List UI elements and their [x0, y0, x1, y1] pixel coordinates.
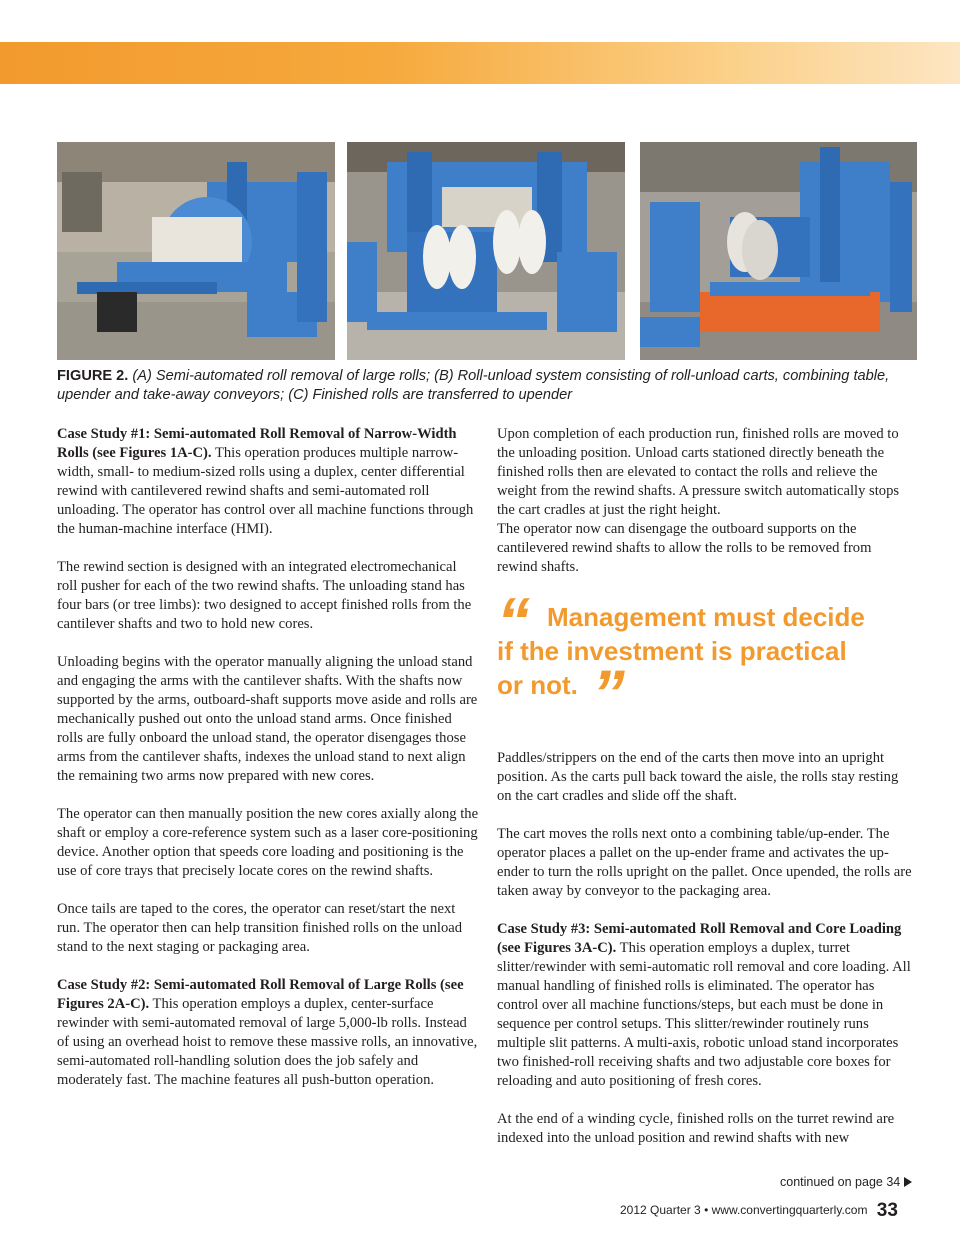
- figure-caption: [57, 367, 917, 405]
- body-paragraph: The operator can then manually position the new cores axially along the shaft or employ a core-reference system such as a laser core-positioning device. Another option that speeds core loading and positioning is the use of core trays that precisely locate cores on the rewind shafts.: [57, 806, 479, 879]
- footer-bullet: •: [704, 1203, 709, 1217]
- close-quote-icon: ”: [591, 656, 625, 730]
- body-paragraph: The operator now can disengage the outboard supports on the cantilevered rewind shafts to allow the rolls to be removed from rewind shafts.: [497, 521, 872, 575]
- case-study-1-heading: Case Study #1: Semi-automated Roll Removal of Narrow-Width Rolls (see Figures 1A-C).: [57, 426, 457, 461]
- case-study-2-body: This operation employs a duplex, center-surface rewinder with semi-automated removal of large 5,000-lb rolls. Instead of using an overhead hoist to remove these massive rolls, an innovative, semi-automated roll-handling solution does the job safely and moderately fast. The machine features all push-button operation.: [57, 996, 478, 1088]
- case-study-3-paragraph: [497, 920, 912, 1091]
- body-paragraph: Once tails are taped to the cores, the operator can reset/start the next run. The operator then can help transition finished rolls on the unload stand to the next staging or packaging area.: [57, 901, 463, 955]
- case-study-1-paragraph: [57, 425, 479, 539]
- issue-label: 2012 Quarter 3: [620, 1203, 701, 1217]
- figure-2c-photo: [640, 142, 917, 360]
- website-url[interactable]: www.convertingquarterly.com: [711, 1203, 868, 1217]
- left-column: [57, 425, 479, 1109]
- right-column: [497, 425, 912, 1167]
- pull-quote-line-1: Management must decide: [547, 602, 865, 632]
- body-paragraph: At the end of a winding cycle, finished rolls on the turret rewind are indexed into the unload position and rewind shafts with new: [497, 1111, 895, 1146]
- case-study-3-heading: Case Study #3: Semi-automated Roll Removal and Core Loading (see Figures 3A-C).: [497, 921, 902, 956]
- figure-2b-photo: [347, 142, 625, 360]
- case-study-2-heading: Case Study #2: Semi-automated Roll Removal of Large Rolls (see Figures 2A-C).: [57, 977, 464, 1012]
- case-study-3-body: This operation employs a duplex, turret slitter/rewinder with semi-automatic roll removal and core loading. All manual handling of finished rolls is eliminated. The operator has control over all machine functions/steps, but each must be done in sequence per control setups. This slitter/rewinder routinely runs multiple slit patterns. A multi-axis, robotic unload stand incorporates two finished-roll receiving shafts and two adjustable core boxes for reloading and auto positioning of fresh cores.: [497, 940, 911, 1089]
- body-paragraph: Upon completion of each production run, finished rolls are moved to the unloading position. Unload carts stationed directly beneath the finished rolls then are elevated to contact the rolls and relieve the weight from the rewind shafts. A pressure switch automatically stops the cart cradles at just the right height.: [497, 426, 900, 518]
- body-paragraph: Unloading begins with the operator manually aligning the unload stand and engaging the arms with the cantilever shafts. With the shafts now supported by the arms, outboard-shaft supports move aside and rolls are mechanically pushed out onto the unload stand arms. Once finished rolls are fully onboard the unload stand, the operator disengages those arms from the cantilever shafts, indexes the unload stand to next align the remaining two arms now prepared with new cores.: [57, 654, 478, 784]
- figure-caption-text: (A) Semi-automated roll removal of large rolls; (B) Roll-unload system consisting of roll-unload carts, combining table, upender and take-away conveyors; (C) Finished rolls are transferred to upender: [57, 368, 890, 403]
- pull-quote-line-3: or not.: [497, 670, 578, 700]
- body-paragraph: The rewind section is designed with an integrated electromechanical roll pusher for each of the two rewind shafts. The unloading stand has four bars (or tree limbs): two designed to accept finished rolls from the cantilever shafts and two to hold new cores.: [57, 559, 472, 632]
- header-color-band: [0, 42, 960, 84]
- continued-link[interactable]: [780, 1175, 912, 1189]
- figure-label: FIGURE 2.: [57, 368, 129, 384]
- figure-2a-photo: [57, 142, 335, 360]
- continued-text: continued on page 34: [780, 1175, 901, 1189]
- pull-quote: [497, 584, 912, 730]
- body-paragraph: Paddles/strippers on the end of the carts then move into an upright position. As the carts pull back toward the aisle, the rolls stay resting on the cart cradles and slide off the shaft.: [497, 750, 899, 804]
- case-study-1-body: This operation produces multiple narrow-width, small- to medium-sized rolls using a duplex, center differential rewind with cantilevered rewind shafts and semi-automated roll unloading. The operator has control over all machine functions through the human-machine interface (HMI).: [57, 445, 474, 537]
- open-quote-icon: “: [497, 584, 530, 658]
- body-paragraph: The cart moves the rolls next onto a combining table/up-ender. The operator places a pallet on the up-ender frame and activates the up-ender to turn the rolls upright on the pallet. Once upended, the rolls are taken away by conveyor to the packaging area.: [497, 826, 912, 899]
- case-study-2-paragraph: [57, 976, 479, 1090]
- triangle-right-icon: [904, 1177, 912, 1187]
- page-number: 33: [876, 1200, 898, 1221]
- pull-quote-line-2: if the investment is practical: [497, 636, 847, 666]
- page-footer: [620, 1200, 898, 1222]
